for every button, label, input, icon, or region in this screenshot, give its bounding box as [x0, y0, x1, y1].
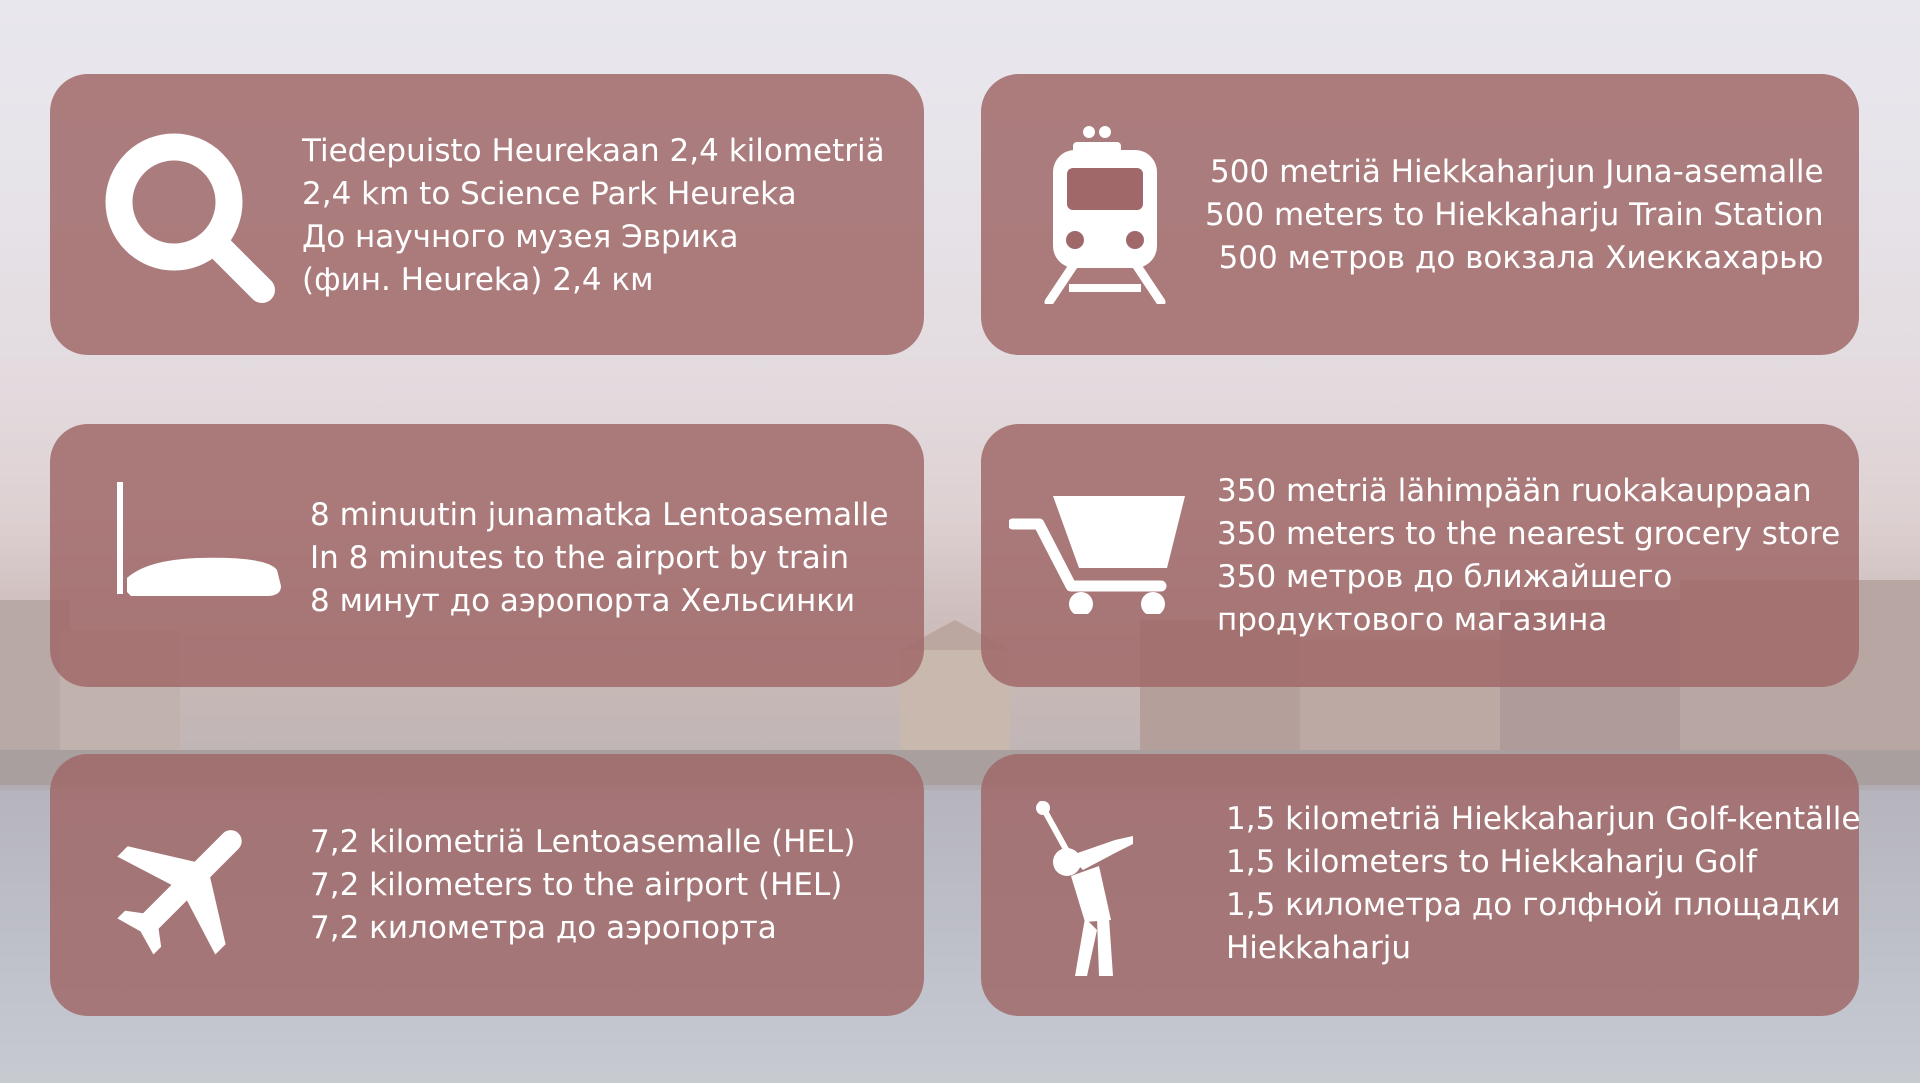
text-line-en: 500 meters to Hiekkaharju Train Station	[1205, 197, 1824, 233]
text-line-fi: 1,5 kilometriä Hiekkaharjun Golf-kentälle	[1226, 801, 1861, 837]
info-card-science-park	[50, 74, 924, 355]
text-line-ru: 8 минут до аэропорта Хельсинки	[310, 583, 856, 619]
card-text	[1226, 798, 1860, 970]
airport-icon	[117, 482, 282, 597]
text-line-ru: До научного музея Эврика	[302, 219, 739, 255]
text-line-fi: 350 metriä lähimpään ruokakauppaan	[1217, 473, 1812, 509]
text-line-ru: 1,5 километра до голфной площадки	[1226, 887, 1841, 923]
card-text	[1205, 151, 1824, 280]
golfer-icon	[1033, 800, 1143, 980]
info-card-train-station	[981, 74, 1859, 355]
text-line-en: 1,5 kilometers to Hiekkaharju Golf	[1226, 844, 1757, 880]
info-card-airport-train	[50, 424, 924, 687]
text-line-en: 350 meters to the nearest grocery store	[1217, 516, 1841, 552]
card-text	[302, 130, 885, 302]
text-line-ru: 500 метров до вокзала Хиеккахарью	[1218, 240, 1824, 276]
text-line-ru-2: Hiekkaharju	[1226, 930, 1412, 966]
text-line-fi: 500 metriä Hiekkaharjun Juna-asemalle	[1210, 154, 1824, 190]
info-card-airport-distance	[50, 754, 924, 1016]
info-card-grocery-store	[981, 424, 1859, 687]
train-icon	[1043, 124, 1168, 304]
card-text	[1217, 470, 1840, 642]
text-line-en: In 8 minutes to the airport by train	[310, 540, 850, 576]
text-line-fi: 7,2 kilometriä Lentoasemalle (HEL)	[310, 824, 856, 860]
text-line-ru-2: (фин. Heureka) 2,4 км	[302, 262, 654, 298]
text-line-en: 2,4 km to Science Park Heureka	[302, 176, 797, 212]
card-text	[310, 494, 888, 623]
magnifier-icon	[102, 130, 277, 305]
info-card-golf	[981, 754, 1859, 1016]
text-line-ru: 350 метров до ближайшего	[1217, 559, 1673, 595]
text-line-en: 7,2 kilometers to the airport (HEL)	[310, 867, 843, 903]
text-line-ru-2: продуктового магазина	[1217, 602, 1608, 638]
text-line-fi: Tiedepuisto Heurekaan 2,4 kilometriä	[302, 133, 885, 169]
shopping-cart-icon	[1009, 494, 1189, 614]
airplane-icon	[102, 800, 277, 975]
text-line-fi: 8 minuutin junamatka Lentoasemalle	[310, 497, 889, 533]
text-line-ru: 7,2 километра до аэропорта	[310, 910, 777, 946]
card-text	[310, 821, 855, 950]
